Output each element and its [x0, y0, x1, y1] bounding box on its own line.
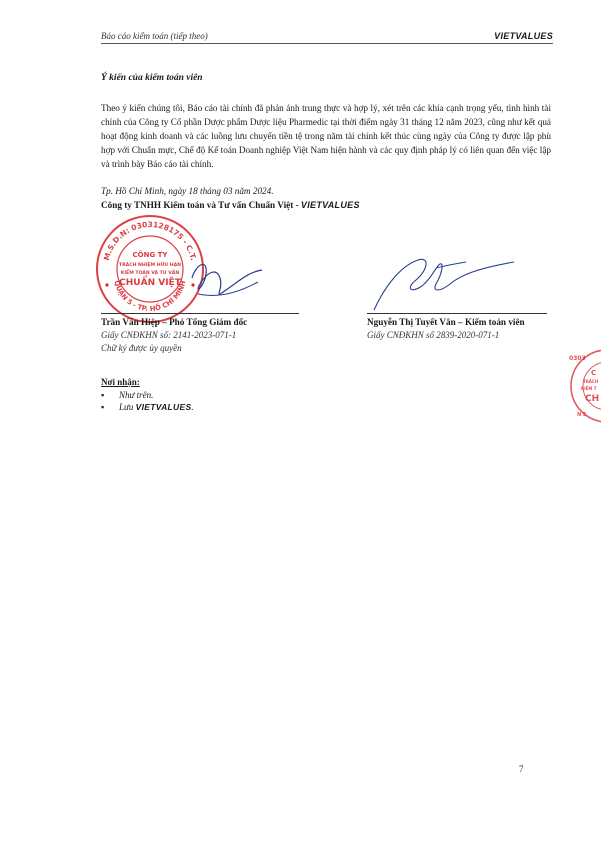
- seal-star-left-icon: [105, 283, 108, 286]
- signature-2: [370, 248, 520, 318]
- edge-seal-text-4: KIỂM T: [581, 386, 597, 391]
- seal-line-2: TRÁCH NHIỆM HỮU HẠN: [118, 263, 182, 268]
- signer-1-license: Giấy CNĐKHN số: 2141-2023-071-1: [101, 330, 237, 340]
- recipient-text: Lưu: [119, 402, 136, 412]
- firm-name-text: Công ty TNHH Kiểm toán và Tư vấn Chuẩn Việt -: [101, 200, 301, 210]
- seal-line-3: KIỂM TOÁN VÀ TƯ VẤN: [120, 271, 180, 276]
- recipient-suffix: .: [191, 402, 194, 412]
- recipient-text: Như trên.: [119, 390, 154, 400]
- edge-seal-text-6: N 5: [577, 412, 587, 418]
- seal-line-1: CÔNG TY: [132, 251, 168, 259]
- bullet-icon: ▪: [101, 390, 105, 400]
- running-header: Báo cáo kiểm toán (tiếp theo): [101, 31, 208, 41]
- recipient-brand: VIETVALUES: [135, 402, 192, 412]
- edge-seal-text-2: C: [591, 369, 597, 377]
- edge-seal-partial: [563, 348, 601, 424]
- bullet-icon: ▪: [101, 402, 105, 412]
- header-brand-logo: VIETVALUES: [491, 31, 553, 41]
- page-number: 7: [519, 764, 524, 774]
- firm-brand: VIETVALUES: [300, 200, 360, 210]
- list-item: [101, 390, 194, 402]
- recipients-list: [101, 390, 194, 414]
- section-title: Ý kiến của kiểm toán viên: [101, 73, 203, 83]
- signer-2-license: Giấy CNĐKHN số 2839-2020-071-1: [367, 330, 500, 340]
- edge-seal-text-1: 0303: [569, 355, 586, 362]
- seal-bottom-text: QUẬN 5 - TP. HỒ CHÍ MINH: [112, 279, 188, 314]
- signature-line-2: [367, 313, 547, 314]
- recipients-label: Nơi nhận:: [101, 377, 140, 387]
- firm-name: [101, 200, 360, 210]
- signer-2-name: Nguyễn Thị Tuyết Vân – Kiểm toán viên: [367, 317, 525, 327]
- header-divider: [101, 43, 553, 44]
- signer-1-name: Trần Văn Hiệp – Phó Tổng Giám đốc: [101, 317, 248, 327]
- seal-line-4: CHUẨN VIỆT: [119, 278, 181, 288]
- edge-seal-text-5: CH: [585, 394, 600, 404]
- opinion-paragraph: Theo ý kiến chúng tôi, Báo cáo tài chính đã phản ánh trung thực và hợp lý, xét trên các khía cạnh trọng yếu, tình hình tài chính của Công ty Cổ phần Dược phẩm Dược liệu Pharmedic tại thời điểm ngày 31 tháng 12 năm 2023, cũng như kết quả hoạt động kinh doanh và các luồng lưu chuyển tiền tệ trong năm tài chính kết thúc cùng ngày của Công ty được lập phù hợp với Chuẩn mực, Chế độ Kế toán Doanh nghiệp Việt Nam hiện hành và các quy định pháp lý có liên quan đến việc lập và trình bày Báo cáo tài chính.: [101, 103, 551, 169]
- signer-1-authorization: Chữ ký được ủy quyền: [101, 343, 182, 353]
- signature-1: [186, 244, 266, 306]
- place-date: Tp. Hồ Chí Minh, ngày 18 tháng 03 năm 2024.: [101, 186, 274, 196]
- list-item: [101, 402, 194, 414]
- signature-line-1: [101, 313, 299, 314]
- edge-seal-text-3: TRÁCH: [583, 379, 599, 384]
- seal-tax-code: M.S.D.N: 0303128175 - C.T.: [101, 219, 199, 262]
